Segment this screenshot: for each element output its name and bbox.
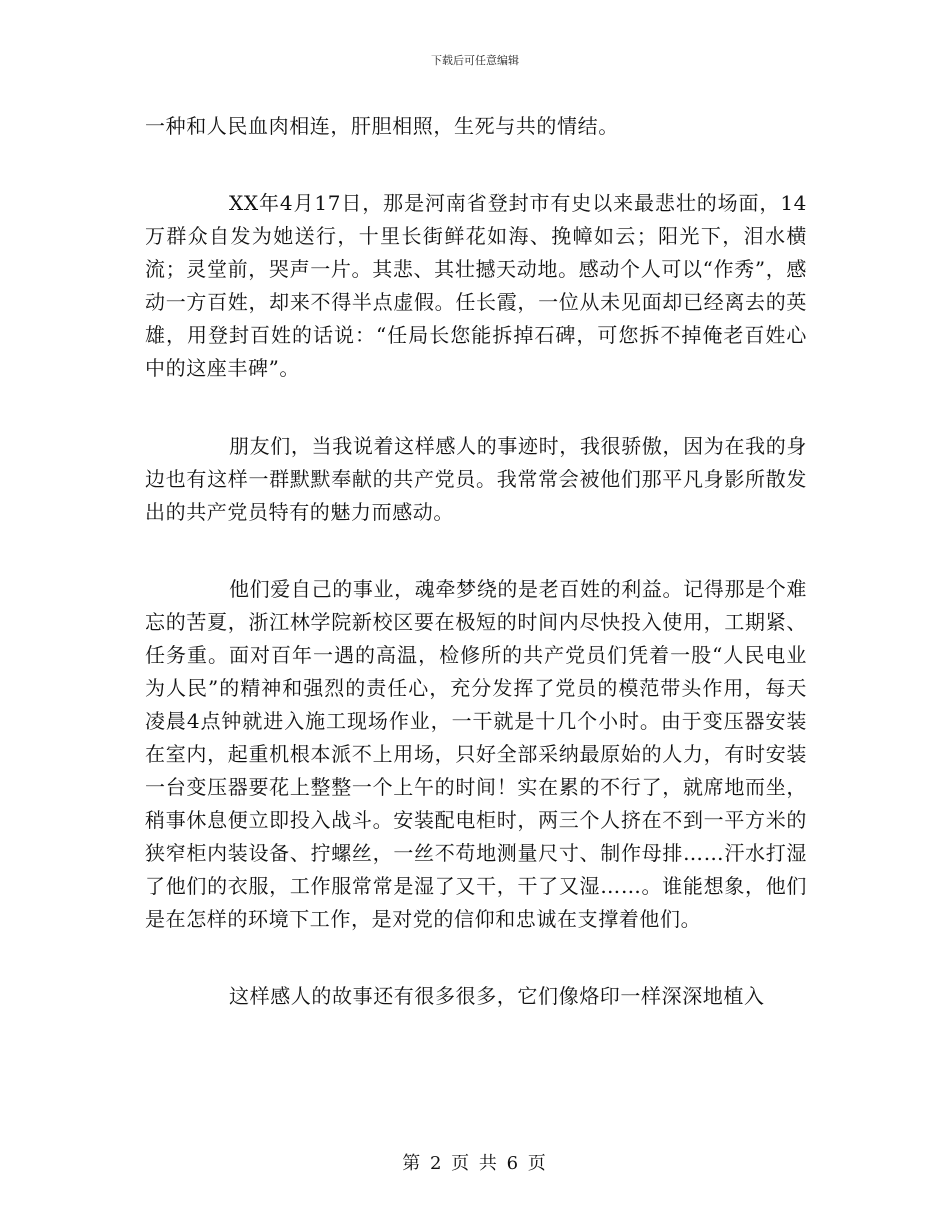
header-note: 下载后可任意编辑 (431, 54, 519, 67)
paragraph-ren-changxia: XX年4月17日，那是河南省登封市有史以来最悲壮的场面，14万群众自发为她送行，十里长街鲜花如海、挽幛如云；阳光下，泪水横流；灵堂前，哭声一片。其悲、其壮撼天动地。感动个人可以“作秀”，感动一方百姓，却来不得半点虚假。任长霞，一位从未见面却已经离去的英雄，用登封百姓的话说：“任局长您能拆掉石碑，可您拆不掉俺老百姓心中的这座丰碑”。 (145, 191, 807, 380)
paragraph-friends: 朋友们，当我说着这样感人的事迹时，我很骄傲，因为在我的身边也有这样一群默默奉献的共产党员。我常常会被他们那平凡身影所散发出的共产党员特有的魅力而感动。 (145, 434, 807, 524)
page-number: 第 2 页 共 6 页 (402, 1153, 548, 1174)
paragraph-more-stories: 这样感人的故事还有很多很多，它们像烙印一样深深地植入 (229, 984, 765, 1008)
paragraph-summer-work: 他们爱自己的事业，魂牵梦绕的是老百姓的利益。记得那是个难忘的苦夏，浙江林学院新校区要在极短的时间内尽快投入使用，工期紧、任务重。面对百年一遇的高温，检修所的共产党员们凭着一股“人民电业为人民”的精神和强烈的责任心，充分发挥了党员的模范带头作用，每天凌晨4点钟就进入施工现场作业，一干就是十几个小时。由于变压器安装在室内，起重机根本派不上用场，只好全部采纳最原始的人力，有时安装一台变压器要花上整整一个上午的时间！实在累的不行了，就席地而坐，稍事休息便立即投入战斗。安装配电柜时，两三个人挤在不到一平方米的狭窄柜内装设备、拧螺丝，一丝不苟地测量尺寸、制作母排……汗水打湿了他们的衣服，工作服常常是湿了又干，干了又湿……。谁能想象，他们是在怎样的环境下工作，是对党的信仰和忠诚在支撑着他们。 (145, 577, 807, 931)
document-body (145, 110, 807, 1013)
paragraph-continuation: 一种和人民血肉相连，肝胆相照，生死与共的情结。 (145, 114, 619, 138)
